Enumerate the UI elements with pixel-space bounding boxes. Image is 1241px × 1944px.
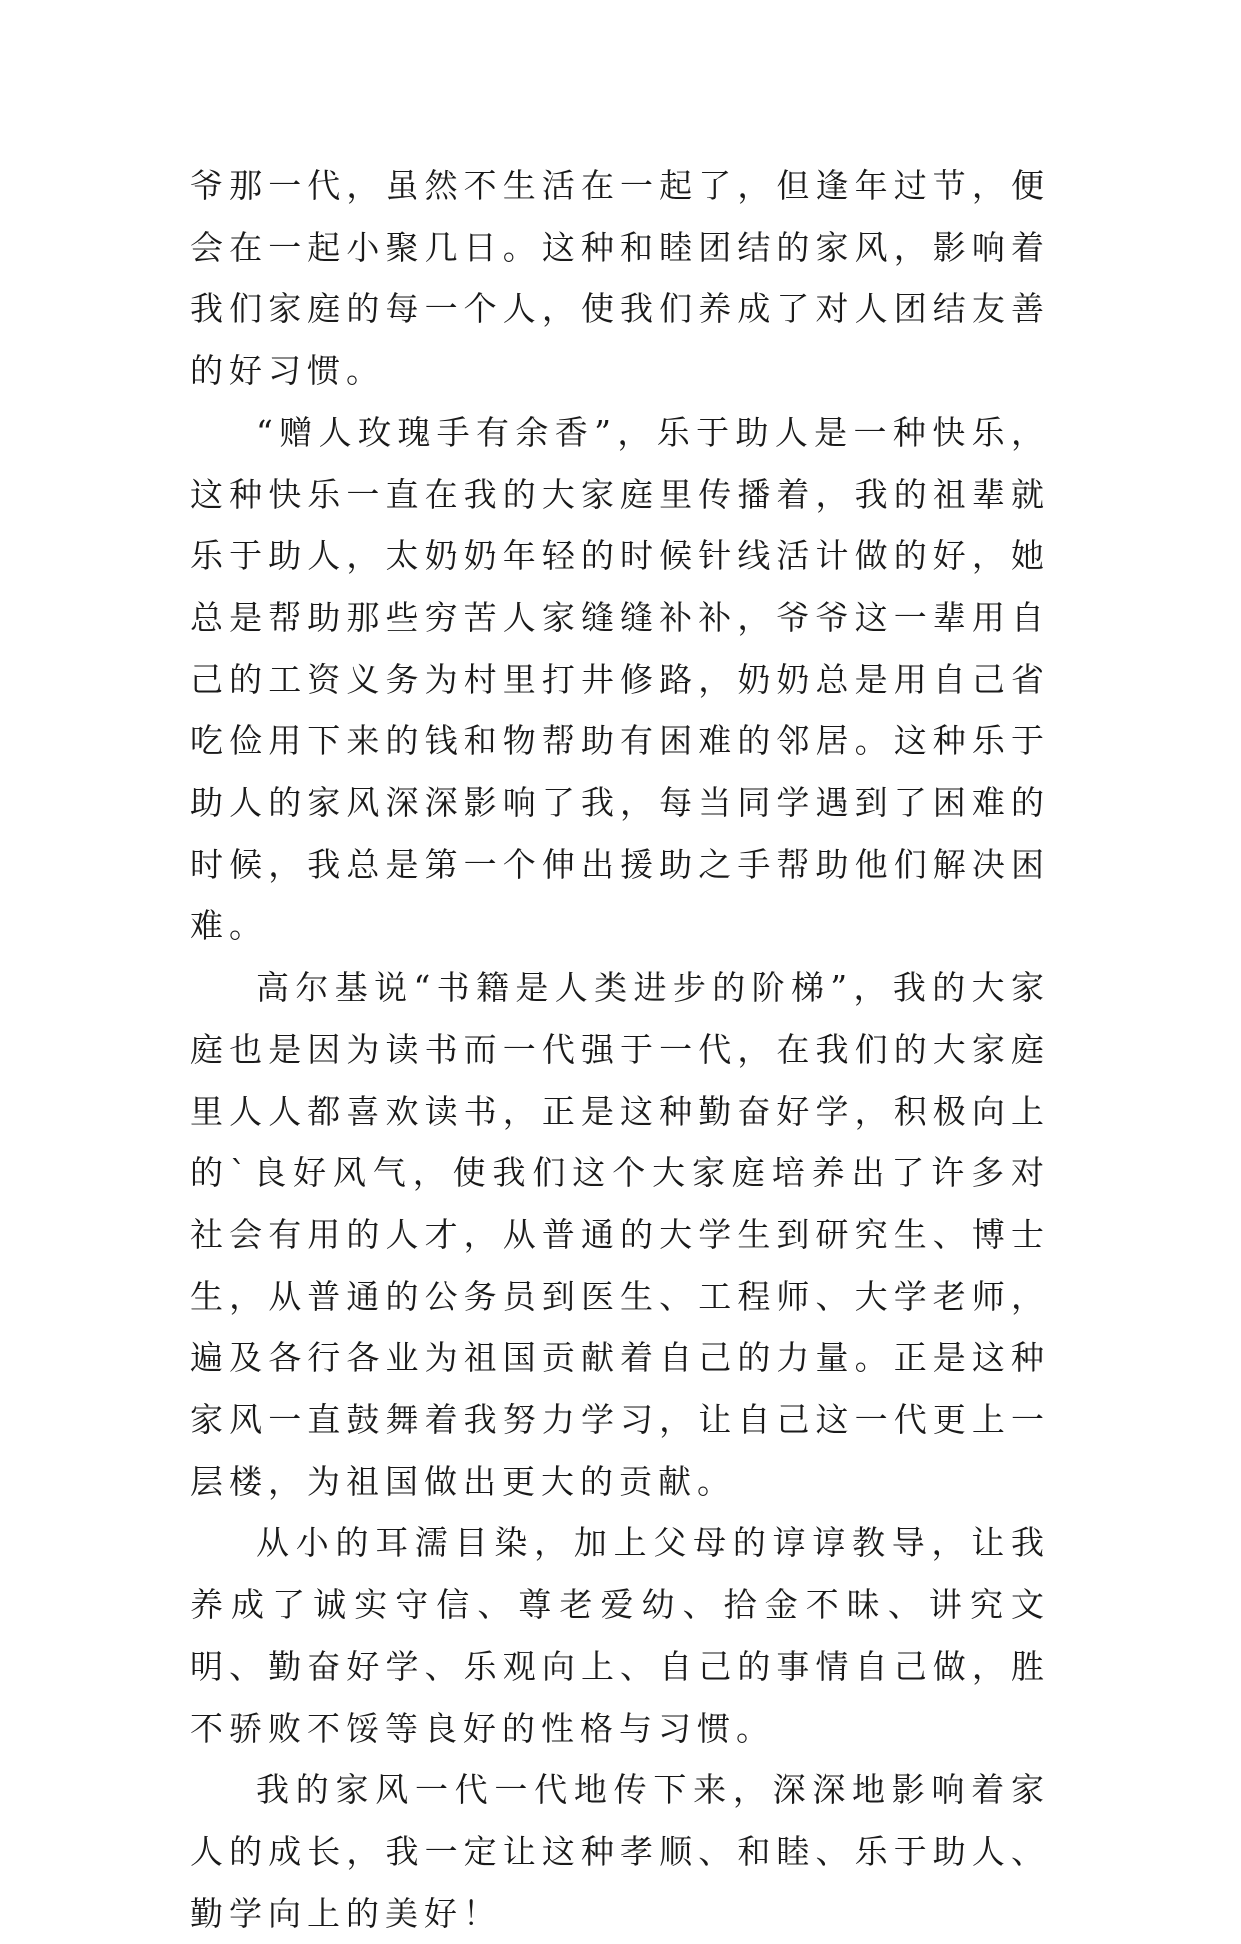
paragraph-upbringing: 从小的耳濡目染，加上父母的谆谆教导，让我养成了诚实守信、尊老爱幼、拾金不昧、讲究文明、勤奋好学、乐观向上、自己的事情自己做，胜不骄败不馁等良好的性格与习惯。 xyxy=(190,1523,1050,1748)
paragraph-helping-others: “赠人玫瑰手有余香”，乐于助人是一种快乐，这种快乐一直在我的大家庭里传播着，我的祖辈就乐于助人，太奶奶年轻的时候针线活计做的好，她总是帮助那些穷苦人家缝缝补补，爷爷这一辈用自己的工资义务为村里打井修路，奶奶总是用自己省吃俭用下来的钱和物帮助有困难的邻居。这种乐于助人的家风深深影响了我，每当同学遇到了困难的时候，我总是第一个伸出援助之手帮助他们解决困难。 xyxy=(190,412,1050,946)
paragraph-conclusion: 我的家风一代一代地传下来，深深地影响着家人的成长，我一定让这种孝顺、和睦、乐于助人、勤学向上的美好！ xyxy=(190,1770,1050,1933)
paragraph-reading: 高尔基说“书籍是人类进步的阶梯”，我的大家庭也是因为读书而一代强于一代，在我们的大家庭里人人都喜欢读书，正是这种勤奋好学，积极向上的`良好风气，使我们这个大家庭培养出了许多对社会有用的人才，从普通的大学生到研究生、博士生，从普通的公务员到医生、工程师、大学老师，遍及各行各业为祖国贡献着自己的力量。正是这种家风一直鼓舞着我努力学习，让自己这一代更上一层楼，为祖国做出更大的贡献。 xyxy=(190,968,1050,1501)
body-text xyxy=(190,155,1050,1944)
paragraph-continued: 爷那一代，虽然不生活在一起了，但逢年过节，便会在一起小聚几日。这种和睦团结的家风，影响着我们家庭的每一个人，使我们养成了对人团结友善的好习惯。 xyxy=(190,166,1050,391)
